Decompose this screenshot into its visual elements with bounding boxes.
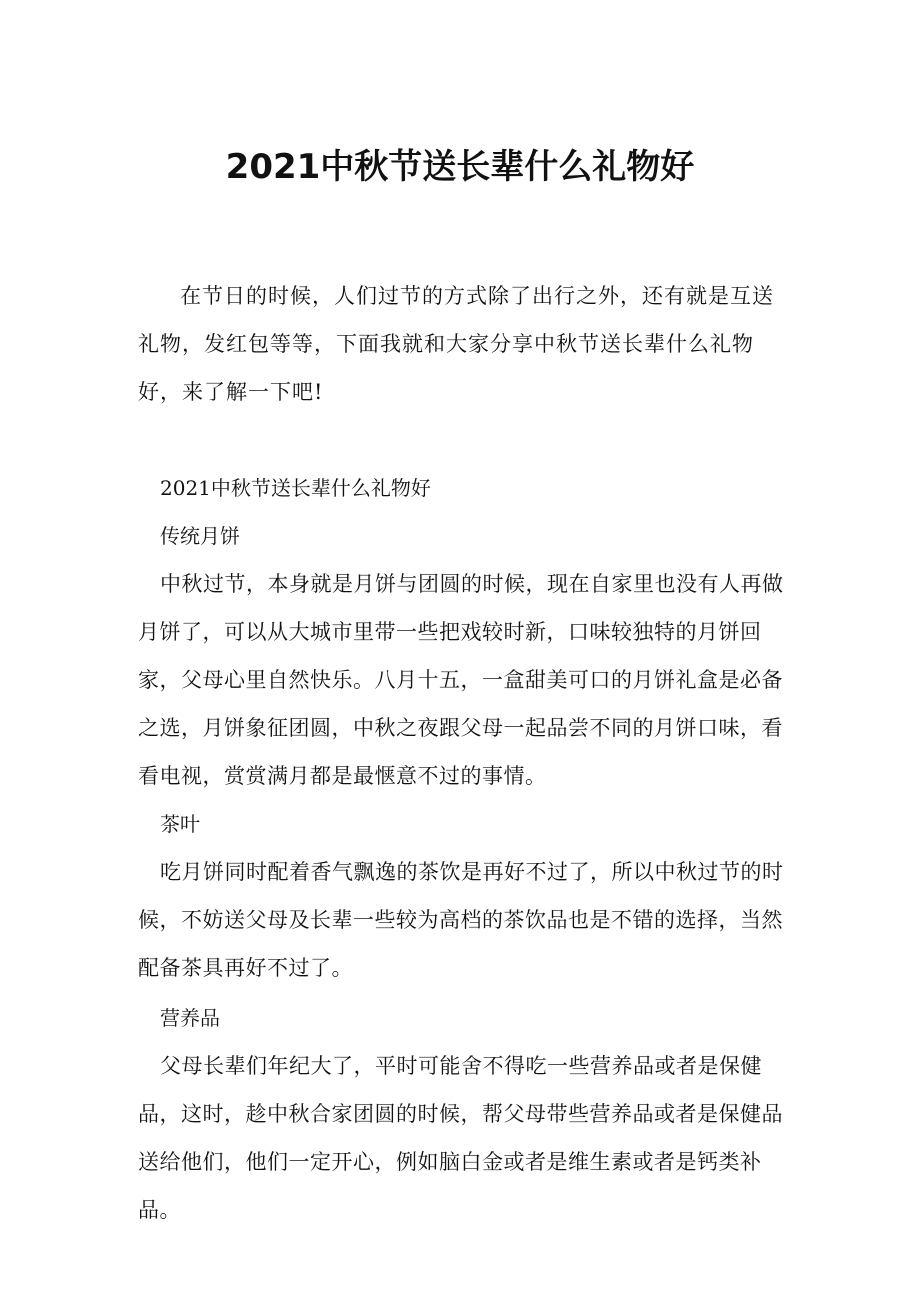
intro-paragraph: 在节日的时候，人们过节的方式除了出行之外，还有就是互送礼物，发红包等等，下面我就和大家分享中秋节送长辈什么礼物好，来了解一下吧! bbox=[138, 284, 774, 404]
item-heading-tea: 茶叶 bbox=[160, 812, 200, 836]
item-paragraph-nutrition: 父母长辈们年纪大了，平时可能舍不得吃一些营养品或者是保健品，这时，趁中秋合家团圆的时候，帮父母带些营养品或者是保健品送给他们，他们一定开心，例如脑白金或者是维生素或者是钙类补品。 bbox=[138, 1054, 783, 1222]
item-heading-mooncake: 传统月饼 bbox=[160, 524, 240, 548]
section-heading: 2021中秋节送长辈什么礼物好 bbox=[160, 476, 431, 500]
item-paragraph-mooncake: 中秋过节，本身就是月饼与团圆的时候，现在自家里也没有人再做月饼了，可以从大城市里带一些把戏较时新，口味较独特的月饼回家，父母心里自然快乐。八月十五，一盒甜美可口的月饼礼盒是必备之选，月饼象征团圆，中秋之夜跟父母一起品尝不同的月饼口味，看看电视，赏赏满月都是最惬意不过的事情。 bbox=[138, 572, 784, 788]
item-paragraph-tea: 吃月饼同时配着香气飘逸的茶饮是再好不过了，所以中秋过节的时候，不妨送父母及长辈一些较为高档的茶饮品也是不错的选择，当然配备茶具再好不过了。 bbox=[138, 860, 784, 980]
item-heading-nutrition: 营养品 bbox=[160, 1006, 220, 1030]
document-title: 2021中秋节送长辈什么礼物好 bbox=[225, 147, 695, 187]
